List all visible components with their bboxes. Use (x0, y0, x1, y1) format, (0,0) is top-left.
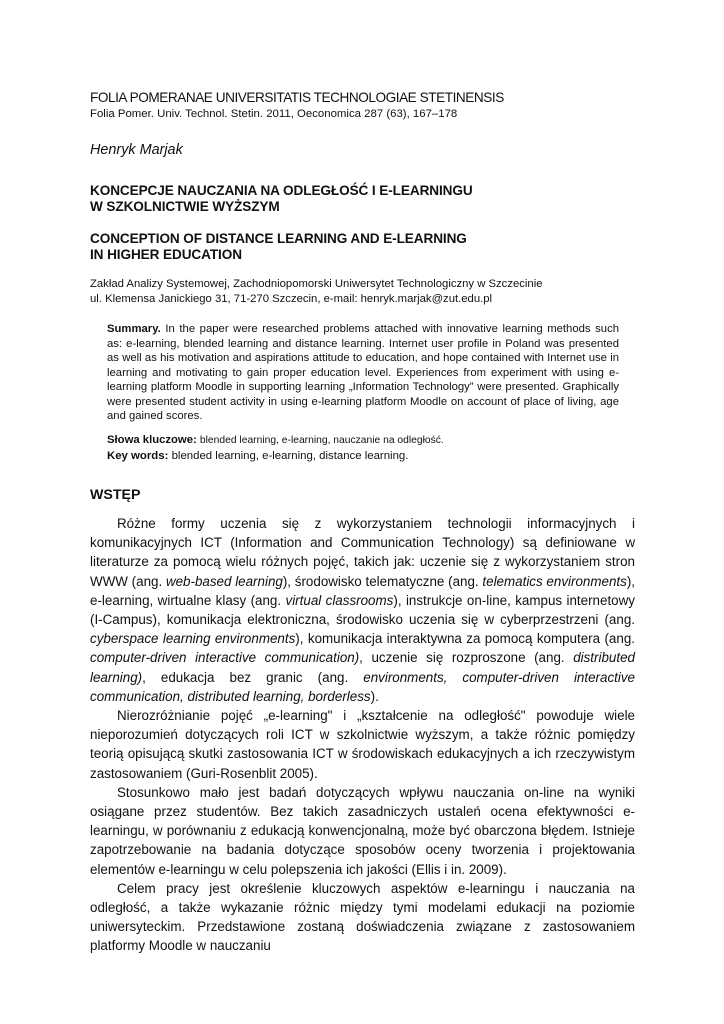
keywords-english-label: Key words: (107, 449, 169, 462)
italic-term: telematics environments (482, 573, 627, 589)
journal-name: FOLIA POMERANAE UNIVERSITATIS TECHNOLOGIAE STETINENSIS (90, 90, 504, 105)
paragraph: Stosunkowo mało jest badań dotyczących wpływu nauczania on-line na wyniki osiągane przez studentów. Bez takich zasadniczych ustaleń ocena efektywności e-learningu, w porównaniu z edukacją konwencjonalną, może być obarczona błędem. Istnieje zapotrzebowanie na badania dotyczące sposobów oceny tworzenia i projektowania elementów e-learningu w celu polepszenia ich jakości (Ellis i in. 2009). (90, 784, 635, 877)
abstract-label: Summary. (107, 323, 161, 335)
italic-term: environments, computer-driven interactive communication, distributed learning, borderless (90, 669, 635, 704)
title-polish-line: W SZKOLNICTWIE WYŻSZYM (90, 199, 280, 214)
italic-term: virtual classrooms (285, 592, 394, 608)
keywords-polish-value: blended learning, e-learning, nauczanie na odległość. (199, 435, 444, 446)
text-run: , uczenie się rozproszone (ang. (359, 650, 565, 666)
title-polish-line: KONCEPCJE NAUCZANIA NA ODLEGŁOŚĆ I E-LEARNINGU (90, 183, 473, 198)
italic-term: computer-driven interactive communication) (90, 650, 360, 666)
paragraph: Nierozróżnianie pojęć „e-learning" i „kształcenie na odległość" powoduje wiele nieporozumień dotyczących roli ICT w szkolnictwie wyższym, a także różnic pomiędzy teorią opisującą skutki zastosowania ICT w środowiskach edukacyjnych a ich rzeczywistym zastosowaniem (Guri-Rosenblit 2005). (90, 708, 635, 781)
affiliation (90, 277, 543, 307)
text-run: , edukacja bez granic (ang. (142, 669, 349, 685)
affiliation-line: Zakład Analizy Systemowej, Zachodniopomorski Uniwersytet Technologiczny w Szczecinie (90, 278, 543, 290)
title-english (90, 231, 467, 263)
keywords-polish (107, 433, 619, 449)
abstract (107, 322, 619, 424)
italic-term: cyberspace learning environments (90, 631, 296, 647)
text-run: ). (370, 688, 379, 704)
text-run: ), e-learning, wirtualne klasy (ang. (90, 573, 635, 608)
section-heading: WSTĘP (90, 487, 141, 503)
title-polish (90, 183, 473, 215)
text-run: ), instrukcje on-line, kampus internetowy (I-Campus), komunikacja elektroniczna, środowisko uczenia się w cyberprzestrzeni (ang. (90, 592, 635, 628)
italic-term: web-based learning (165, 573, 283, 589)
paragraph (90, 514, 635, 706)
abstract-text: In the paper were researched problems attached with innovative learning methods such as: e-learning, blended learning and distance learning. Internet user profile in Poland was presented as well as his motivation and aspirations attitude to education, and hope contained with Internet use in learning and motivating to gain proper education level. Experiences from experiment with using e-learning platform Moodle in supporting learning „Information Technology” were presented. Graphically were presented student activity in using e-learning platform Moodle on account of place of living, age and gained scores. (107, 323, 619, 423)
keywords-polish-label: Słowa kluczowe: (107, 434, 197, 446)
journal-citation: Folia Pomer. Univ. Technol. Stetin. 2011, Oeconomica 287 (63), 167–178 (90, 108, 458, 120)
text-run: Różne formy uczenia się z wykorzystaniem technologii informacyjnych i komunikacyjnych ICT (Information and Communication Technology) są definiowane w literaturze za pomocą wielu różnych pojęć, takich jak: uczenie się z wykorzystaniem stron WWW (ang. (90, 516, 635, 589)
keywords (107, 433, 619, 463)
title-english-line: IN HIGHER EDUCATION (90, 247, 242, 262)
keywords-english-value: blended learning, e-learning, distance learning. (171, 449, 409, 462)
paragraph: Celem pracy jest określenie kluczowych aspektów e-learningu i nauczania na odległość, a także wykazanie różnic między tymi modelami edukacji na poziomie uniwersyteckim. Przedstawione zostaną doświadczenia związane z zastosowaniem platformy Moodle w nauczaniu (90, 880, 635, 954)
title-english-line: CONCEPTION OF DISTANCE LEARNING AND E-LEARNING (90, 231, 467, 246)
italic-term: distributed learning) (90, 650, 635, 685)
author-name: Henryk Marjak (90, 142, 183, 158)
affiliation-address: ul. Klemensa Janickiego 31, 71-270 Szczecin, e-mail: henryk.marjak@zut.edu.pl (90, 293, 493, 305)
text-run: ), środowisko telematyczne (ang. (282, 573, 479, 589)
body-text (90, 514, 635, 956)
keywords-english (107, 449, 619, 464)
text-run: ), komunikacja interaktywna za pomocą komputera (ang. (295, 631, 635, 647)
